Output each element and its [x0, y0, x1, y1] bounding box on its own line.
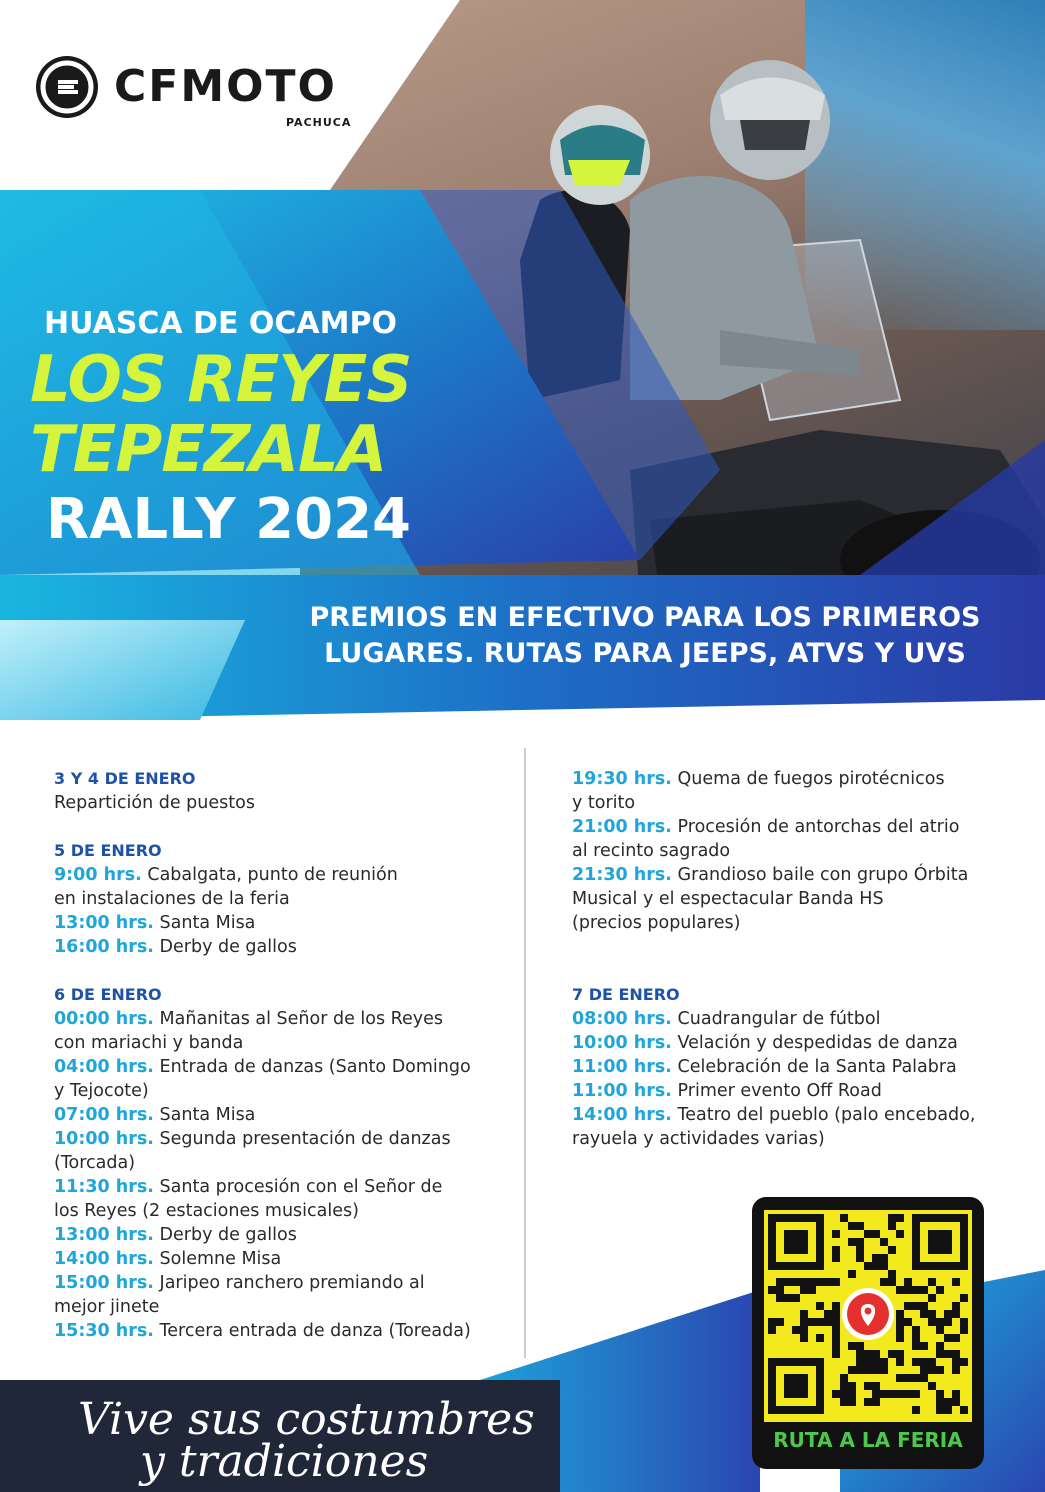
column-divider: [524, 748, 526, 1358]
event-description: Derby de gallos: [159, 937, 297, 957]
event-name: RALLY 2024: [46, 487, 412, 552]
qr-code[interactable]: [764, 1210, 972, 1422]
event-time: 15:30 hrs.: [54, 1321, 154, 1341]
event-time: 13:00 hrs.: [54, 913, 154, 933]
event-title-line1: LOS REYES: [30, 343, 412, 417]
schedule-line: [54, 1175, 514, 1199]
event-description: Musical y el espectacular Banda HS: [572, 889, 884, 909]
schedule-day-heading: 6 DE ENERO: [54, 985, 162, 1004]
schedule-line: [572, 791, 1012, 815]
spacer: [54, 959, 514, 983]
event-time: 10:00 hrs.: [572, 1033, 672, 1053]
event-description: Teatro del pueblo (palo encebado,: [677, 1105, 976, 1125]
event-description: Segunda presentación de danzas: [159, 1129, 451, 1149]
schedule-line: [54, 1247, 514, 1271]
schedule-line: [572, 1079, 1012, 1103]
event-time: 13:00 hrs.: [54, 1225, 154, 1245]
schedule-line: [54, 1055, 514, 1079]
schedule-line: [54, 1223, 514, 1247]
event-description: Derby de gallos: [159, 1225, 297, 1245]
event-time: 11:00 hrs.: [572, 1081, 672, 1101]
event-description: Solemne Misa: [159, 1249, 282, 1269]
schedule-day-heading: 3 Y 4 DE ENERO: [54, 769, 196, 788]
schedule-line: [54, 863, 514, 887]
event-description: Grandioso baile con grupo Órbita: [677, 865, 969, 885]
schedule-day-heading: 5 DE ENERO: [54, 841, 162, 860]
schedule-right-column: [572, 767, 1012, 1151]
event-description: Quema de fuegos pirotécnicos: [677, 769, 945, 789]
schedule-line: [54, 1031, 514, 1055]
event-time: 00:00 hrs.: [54, 1009, 154, 1029]
schedule-line: [54, 1007, 514, 1031]
event-time: 10:00 hrs.: [54, 1129, 154, 1149]
event-description: Cuadrangular de fútbol: [677, 1009, 881, 1029]
event-time: 14:00 hrs.: [572, 1105, 672, 1125]
promo-line-2: LUGARES. RUTAS PARA JEEPS, ATVS Y UVS: [324, 638, 966, 669]
promo-line-1: PREMIOS EN EFECTIVO PARA LOS PRIMEROS: [309, 602, 981, 633]
event-time: 9:00 hrs.: [54, 865, 142, 885]
event-description: los Reyes (2 estaciones musicales): [54, 1201, 359, 1221]
event-time: 19:30 hrs.: [572, 769, 672, 789]
schedule-line: [54, 1103, 514, 1127]
schedule-line: [54, 1127, 514, 1151]
event-time: 08:00 hrs.: [572, 1009, 672, 1029]
event-description: rayuela y actividades varias): [572, 1129, 825, 1149]
event-description: Mañanitas al Señor de los Reyes: [159, 1009, 444, 1029]
event-description: Celebración de la Santa Palabra: [677, 1057, 957, 1077]
event-description: Entrada de danzas (Santo Domingo: [159, 1057, 471, 1077]
schedule-line: [572, 767, 1012, 791]
schedule-line: [572, 1127, 1012, 1151]
event-description: Tercera entrada de danza (Toreada): [159, 1321, 471, 1341]
slogan-line-1: Vive sus costumbres: [78, 1394, 535, 1445]
schedule-line: [54, 911, 514, 935]
event-description: (precios populares): [572, 913, 741, 933]
event-description: (Torcada): [54, 1153, 136, 1173]
schedule-line: [572, 1007, 1012, 1031]
event-time: 14:00 hrs.: [54, 1249, 154, 1269]
event-description: y torito: [572, 793, 636, 813]
event-location: HUASCA DE OCAMPO: [44, 306, 397, 341]
event-time: 07:00 hrs.: [54, 1105, 154, 1125]
schedule-line: [572, 1055, 1012, 1079]
schedule-line: [572, 863, 1012, 887]
event-description: con mariachi y banda: [54, 1033, 244, 1053]
qr-pattern: [764, 1210, 972, 1422]
schedule-left-column: [54, 767, 514, 1343]
event-description: Santa procesión con el Señor de: [159, 1177, 443, 1197]
schedule-line: [572, 1031, 1012, 1055]
promo-text: [260, 600, 1030, 672]
spacer: [54, 815, 514, 839]
event-description: Santa Misa: [159, 1105, 256, 1125]
event-time: 11:30 hrs.: [54, 1177, 154, 1197]
schedule-line: [572, 815, 1012, 839]
brand-location: PACHUCA: [286, 116, 352, 129]
schedule-line: [572, 887, 1012, 911]
schedule-line: [572, 911, 1012, 935]
brand-logo: [36, 56, 337, 118]
schedule-line: [54, 887, 514, 911]
schedule-line: [54, 1199, 514, 1223]
event-description: Primer evento Off Road: [677, 1081, 882, 1101]
event-description: Repartición de puestos: [54, 793, 255, 813]
schedule-line: [54, 1151, 514, 1175]
brand-wordmark: CFMOTO: [114, 61, 337, 112]
event-time: 21:30 hrs.: [572, 865, 672, 885]
event-title-line2: TEPEZALA: [30, 413, 387, 487]
event-time: 11:00 hrs.: [572, 1057, 672, 1077]
event-description: Santa Misa: [159, 913, 256, 933]
schedule-line: [572, 1103, 1012, 1127]
slogan-line-2: y tradiciones: [140, 1436, 429, 1487]
event-time: 21:00 hrs.: [572, 817, 672, 837]
event-description: Procesión de antorchas del atrio: [677, 817, 960, 837]
spacer: [572, 935, 1012, 983]
event-time: 16:00 hrs.: [54, 937, 154, 957]
event-description: Jaripeo ranchero premiando al: [159, 1273, 425, 1293]
event-description: mejor jinete: [54, 1297, 160, 1317]
schedule-line: [54, 791, 514, 815]
event-description: en instalaciones de la feria: [54, 889, 290, 909]
schedule-line: [54, 1079, 514, 1103]
event-description: Velación y despedidas de danza: [677, 1033, 958, 1053]
event-description: Cabalgata, punto de reunión: [147, 865, 398, 885]
qr-label: RUTA A LA FERIA: [773, 1428, 963, 1452]
event-time: 04:00 hrs.: [54, 1057, 154, 1077]
schedule-line: [54, 935, 514, 959]
schedule-day-heading: 7 DE ENERO: [572, 985, 680, 1004]
event-time: 15:00 hrs.: [54, 1273, 154, 1293]
event-description: y Tejocote): [54, 1081, 149, 1101]
schedule-line: [572, 839, 1012, 863]
cfmoto-emblem-icon: [36, 56, 98, 118]
event-description: al recinto sagrado: [572, 841, 731, 861]
